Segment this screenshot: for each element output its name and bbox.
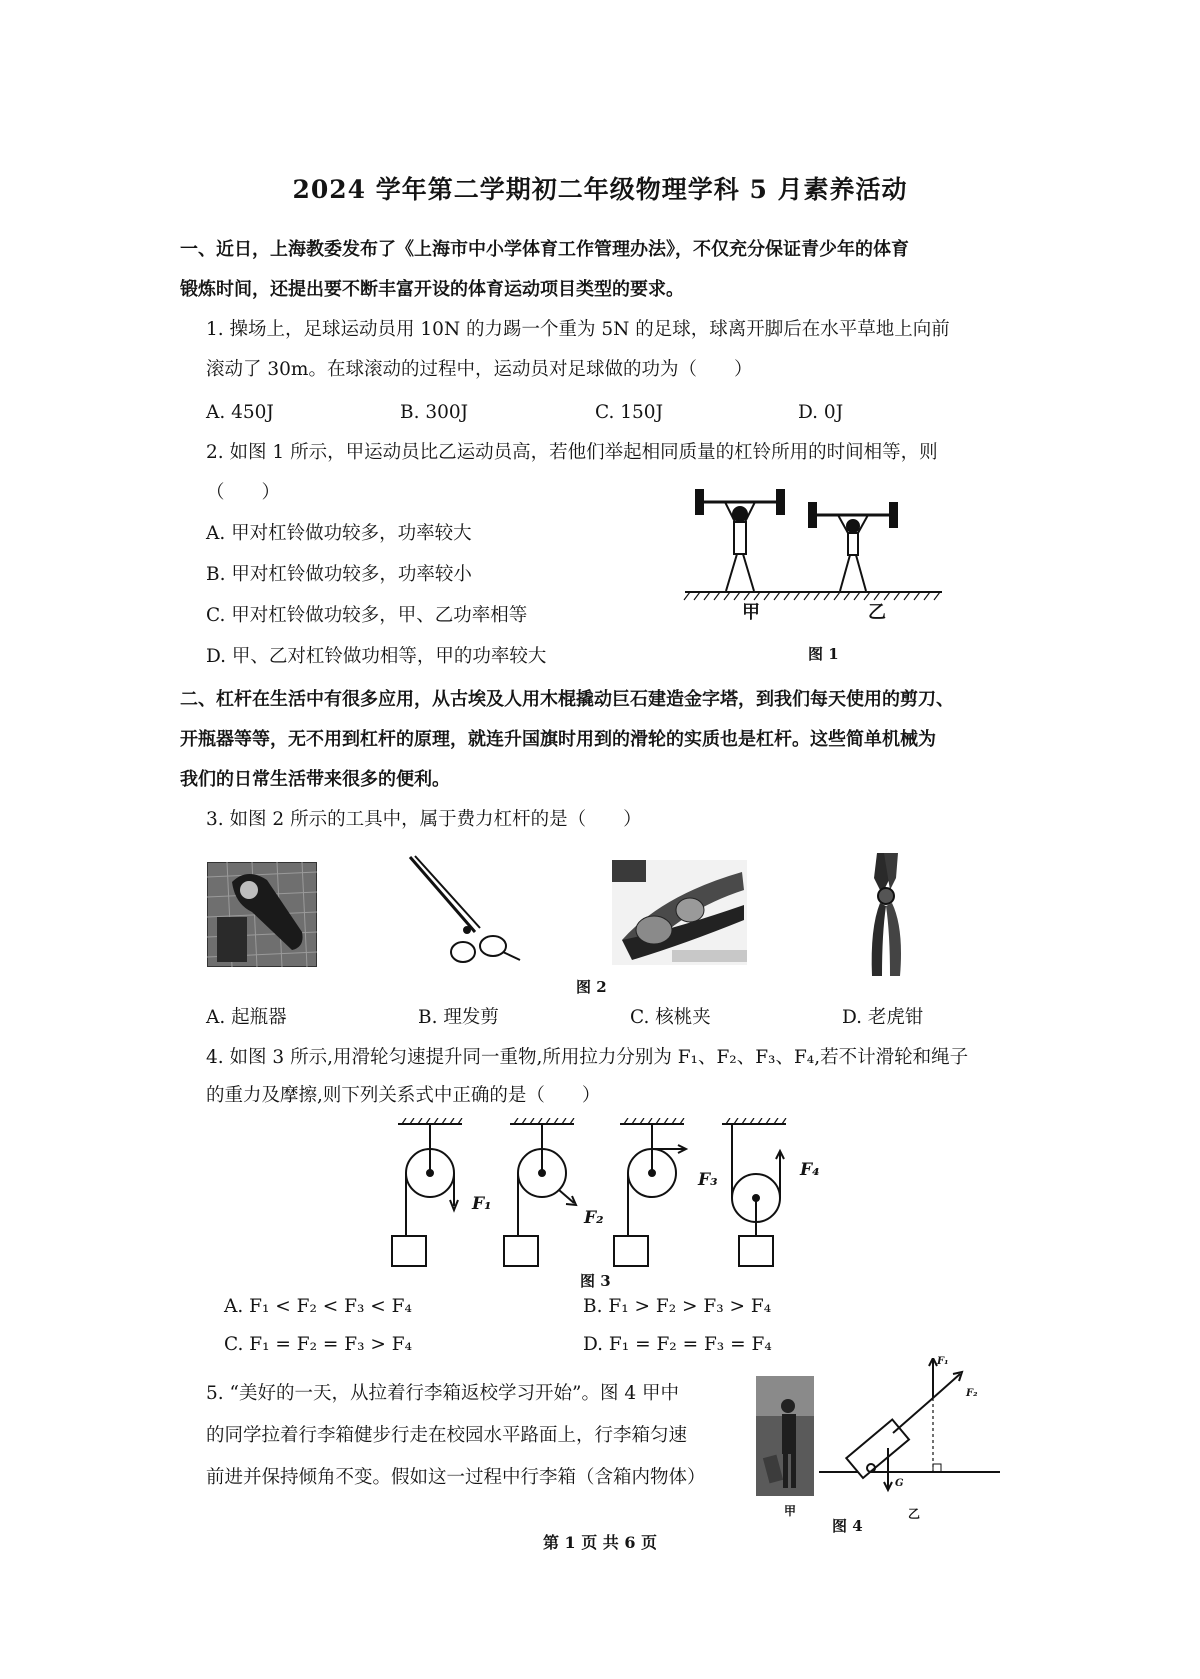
bottle-opener-photo	[207, 862, 317, 967]
figure-1-label-jia: 甲	[742, 602, 760, 623]
figure-4-f2-label: F₂	[966, 1388, 978, 1399]
section1-intro-line2: 锻炼时间，还提出要不断丰富开设的体育运动项目类型的要求。	[180, 279, 684, 300]
q4-option-d: D. F₁ = F₂ = F₃ = F₄	[583, 1334, 772, 1355]
section1-intro-line1: 一、近日，上海教委发布了《上海市中小学体育工作管理办法》，不仅充分保证青少年的体育	[180, 239, 909, 260]
q3-option-c: C. 核桃夹	[630, 1007, 711, 1028]
figure-1-caption: 图 1	[808, 645, 839, 663]
force-label-f2: F₂	[584, 1208, 604, 1228]
q1-option-a: A. 450J	[206, 402, 274, 423]
figure-1-weightlifters	[680, 488, 950, 658]
q2-option-b: B. 甲对杠铃做功较多，功率较小	[206, 564, 472, 585]
section2-intro-line1: 二、杠杆在生活中有很多应用，从古埃及人用木棍撬动巨石建造金字塔，到我们每天使用的剪刀、	[180, 689, 954, 710]
q4-option-b: B. F₁ > F₂ > F₃ > F₄	[583, 1296, 772, 1317]
q2-line1: 2. 如图 1 所示，甲运动员比乙运动员高，若他们举起相同质量的杠铃所用的时间相等，则	[206, 442, 938, 463]
q4-line2: 的重力及摩擦,则下列关系式中正确的是（ ）	[206, 1085, 601, 1106]
pulley-4	[722, 1118, 786, 1266]
q1-option-d: D. 0J	[798, 402, 844, 423]
q2-option-d: D. 甲、乙对杠铃做功相等，甲的功率较大	[206, 646, 547, 667]
q1-option-b: B. 300J	[400, 402, 469, 423]
nutcracker-photo	[612, 860, 747, 965]
q1-line2: 滚动了 30m。在球滚动的过程中，运动员对足球做的功为（ ）	[206, 359, 753, 380]
student-with-luggage-photo	[756, 1376, 814, 1496]
q2-option-c: C. 甲对杠铃做功较多，甲、乙功率相等	[206, 605, 528, 626]
q5-line2: 的同学拉着行李箱健步行走在校园水平路面上，行李箱匀速	[206, 1425, 688, 1446]
q3-option-a: A. 起瓶器	[206, 1007, 287, 1028]
figure-3-caption: 图 3	[580, 1272, 611, 1290]
page-title: 2024 学年第二学期初二年级物理学科 5 月素养活动	[292, 175, 908, 204]
figure-4-label-yi: 乙	[908, 1507, 921, 1521]
section2-intro-line2: 开瓶器等等，无不用到杠杆的原理，就连升国旗时用到的滑轮的实质也是杠杆。这些简单机械为	[180, 729, 936, 750]
force-label-f4: F₄	[800, 1160, 820, 1180]
q4-line1: 4. 如图 3 所示,用滑轮匀速提升同一重物,所用拉力分别为 F₁、F₂、F₃、F₄,若不计滑轮和绳子	[206, 1047, 969, 1068]
q4-option-a: A. F₁ < F₂ < F₃ < F₄	[224, 1296, 412, 1317]
figure-4-force-diagram	[815, 1358, 1005, 1518]
hair-scissors-drawing	[405, 852, 525, 977]
figure-4-caption: 图 4	[832, 1517, 863, 1535]
figure-4-f1-label: F₁	[937, 1356, 949, 1367]
force-label-f1: F₁	[472, 1194, 492, 1214]
pulley-3	[614, 1118, 686, 1266]
lifter-jia	[696, 490, 784, 591]
q4-option-c: C. F₁ = F₂ = F₃ > F₄	[224, 1334, 413, 1355]
q5-line3: 前进并保持倾角不变。假如这一过程中行李箱（含箱内物体）	[206, 1467, 706, 1488]
page-footer: 第 1 页 共 6 页	[542, 1533, 658, 1552]
section2-intro-line3: 我们的日常生活带来很多的便利。	[180, 769, 450, 790]
pulley-2	[504, 1118, 576, 1266]
q3-option-b: B. 理发剪	[418, 1007, 499, 1028]
q2-option-a: A. 甲对杠铃做功较多，功率较大	[206, 523, 472, 544]
q1-line1: 1. 操场上，足球运动员用 10N 的力踢一个重为 5N 的足球，球离开脚后在水平草地上向前	[206, 319, 950, 340]
figure-1-label-yi: 乙	[868, 602, 886, 623]
figure-2-caption: 图 2	[576, 978, 607, 996]
figure-4-g-label: G	[895, 1478, 904, 1489]
q3-line1: 3. 如图 2 所示的工具中，属于费力杠杆的是（ ）	[206, 809, 642, 830]
figure-3-pulleys	[390, 1118, 810, 1268]
q2-line2: （ ）	[206, 482, 281, 503]
pulley-1	[392, 1118, 462, 1266]
force-label-f3: F₃	[698, 1170, 718, 1190]
figure-4-label-jia: 甲	[784, 1504, 797, 1518]
q3-option-d: D. 老虎钳	[842, 1007, 924, 1028]
pliers-photo	[852, 848, 922, 983]
lifter-yi	[809, 503, 897, 591]
q5-line1: 5. “美好的一天，从拉着行李箱返校学习开始”。图 4 甲中	[206, 1383, 679, 1404]
q1-option-c: C. 150J	[595, 402, 663, 423]
